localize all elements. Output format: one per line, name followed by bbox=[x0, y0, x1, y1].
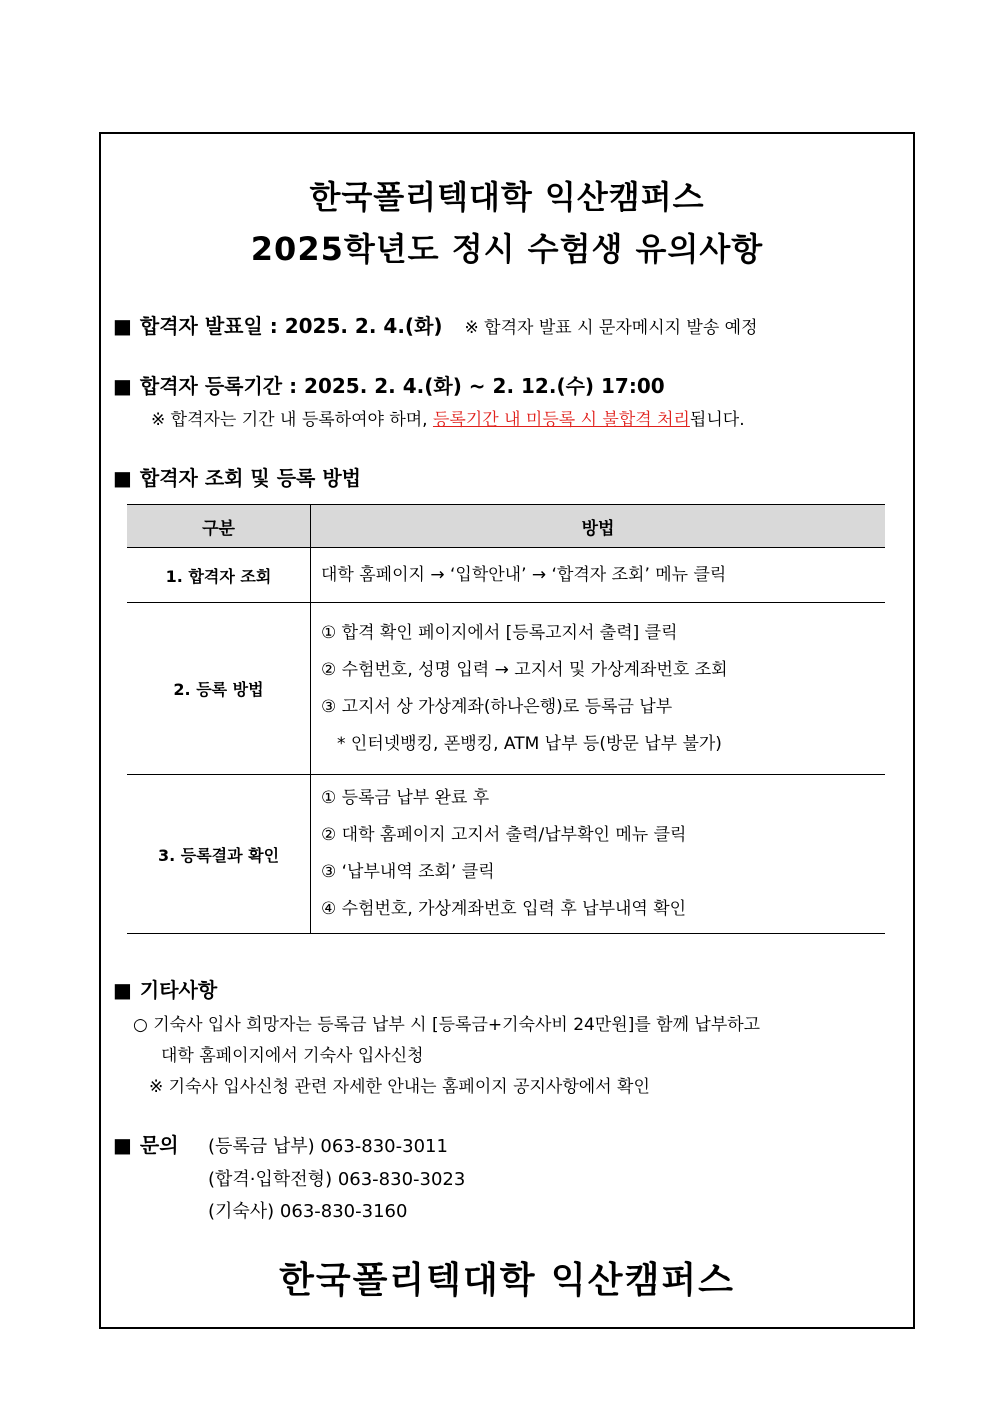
other-section bbox=[113, 974, 217, 1003]
table-row bbox=[127, 548, 885, 603]
section-bullet-icon: ■ bbox=[113, 374, 132, 398]
contact-line: (합격·입학전형) 063-830-3023 bbox=[208, 1169, 466, 1190]
announce-section bbox=[113, 310, 758, 339]
contact-section bbox=[113, 1129, 179, 1158]
row-item: ① 등록금 납부 완료 후 bbox=[321, 788, 490, 808]
other-line-3: ※ 기숙사 입사신청 관련 자세한 안내는 홈페이지 공지사항에서 확인 bbox=[149, 1077, 650, 1097]
table-header-category: 구분 bbox=[127, 505, 311, 548]
row-item: 대학 홈페이지 → ‘입학안내’ → ‘합격자 조회’ 메뉴 클릭 bbox=[321, 564, 727, 585]
row-item: ③ 고지서 상 가상계좌(하나은행)로 등록금 납부 bbox=[321, 696, 673, 717]
notice-frame bbox=[99, 132, 915, 1329]
row-item: ③ ‘납부내역 조회’ 클릭 bbox=[321, 862, 495, 882]
row-label: 2. 등록 방법 bbox=[127, 603, 311, 775]
row-item-note: * 인터넷뱅킹, 폰뱅킹, ATM 납부 등(방문 납부 불가) bbox=[337, 733, 722, 754]
section-bullet-icon: ■ bbox=[113, 466, 132, 490]
announce-label: 합격자 발표일 : 2025. 2. 4.(화) bbox=[139, 314, 443, 338]
row-content bbox=[311, 775, 886, 934]
row-item: ② 수험번호, 성명 입력 → 고지서 및 가상계좌번호 조회 bbox=[321, 659, 728, 680]
announce-note: ※ 합격자 발표 시 문자메시지 발송 예정 bbox=[464, 318, 758, 338]
registration-note-suffix: 됩니다. bbox=[689, 410, 745, 430]
registration-note bbox=[151, 405, 745, 430]
row-label: 1. 합격자 조회 bbox=[127, 548, 311, 603]
method-table bbox=[127, 504, 885, 934]
section-bullet-icon: ■ bbox=[113, 978, 132, 1002]
registration-warning: 등록기간 내 미등록 시 불합격 처리 bbox=[432, 410, 690, 430]
row-content bbox=[311, 603, 886, 775]
registration-section bbox=[113, 370, 665, 399]
row-content bbox=[311, 548, 886, 603]
table-header-row bbox=[127, 505, 885, 548]
registration-label: 합격자 등록기간 : 2025. 2. 4.(화) ~ 2. 12.(수) 17:00 bbox=[139, 374, 665, 398]
other-line-1: ○ 기숙사 입사 희망자는 등록금 납부 시 [등록금+기숙사비 24만원]를 함께 납부하고 bbox=[133, 1015, 761, 1035]
section-bullet-icon: ■ bbox=[113, 314, 132, 338]
section-bullet-icon: ■ bbox=[113, 1133, 132, 1157]
row-item: ④ 수험번호, 가상계좌번호 입력 후 납부내역 확인 bbox=[321, 899, 687, 919]
table-row bbox=[127, 775, 885, 934]
other-heading: 기타사항 bbox=[139, 978, 218, 1002]
registration-note-prefix: ※ 합격자는 기간 내 등록하여야 하며, bbox=[151, 410, 433, 430]
title-line-2: 2025학년도 정시 수험생 유의사항 bbox=[250, 230, 764, 268]
row-label: 3. 등록결과 확인 bbox=[127, 775, 311, 934]
other-line-2: 대학 홈페이지에서 기숙사 입사신청 bbox=[161, 1046, 424, 1066]
method-section bbox=[113, 462, 361, 491]
title-line-1: 한국폴리텍대학 익산캠퍼스 bbox=[309, 178, 705, 216]
row-item: ① 합격 확인 페이지에서 [등록고지서 출력] 클릭 bbox=[321, 622, 678, 643]
row-item: ② 대학 홈페이지 고지서 출력/납부확인 메뉴 클릭 bbox=[321, 825, 687, 845]
contact-line: (등록금 납부) 063-830-3011 bbox=[208, 1136, 448, 1157]
contact-line: (기숙사) 063-830-3160 bbox=[208, 1201, 408, 1222]
table-header-method: 방법 bbox=[311, 505, 886, 548]
method-heading: 합격자 조회 및 등록 방법 bbox=[139, 466, 361, 490]
footer-institution: 한국폴리텍대학 익산캠퍼스 bbox=[279, 1260, 735, 1301]
contact-heading: 문의 bbox=[139, 1133, 179, 1157]
table-row bbox=[127, 603, 885, 775]
